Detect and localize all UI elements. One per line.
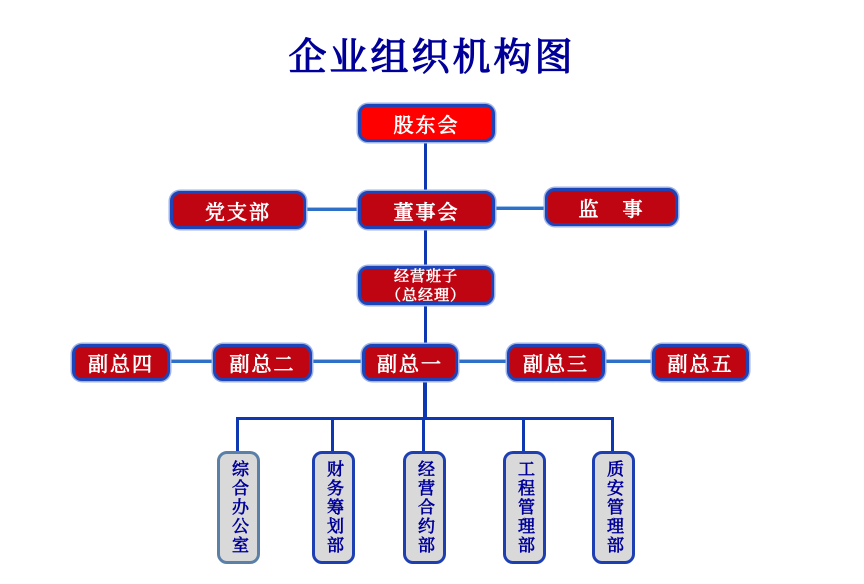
connector-drop-general-office <box>236 418 239 452</box>
node-dept-general-office-label: 综合办公室 <box>228 460 248 555</box>
node-board <box>358 191 495 229</box>
node-dept-contract-label: 经营合约部 <box>414 460 434 555</box>
node-dept-quality-safety <box>592 451 635 564</box>
node-vp5 <box>652 344 749 381</box>
node-dept-quality-safety-label: 质安管理部 <box>603 460 623 555</box>
connector-vp4-vp2 <box>170 360 214 363</box>
node-vp2 <box>213 344 312 381</box>
connector-management-vp1 <box>424 304 427 345</box>
connector-board-management <box>424 229 427 267</box>
node-management-line1: 经营班子 <box>393 266 458 285</box>
node-vp3 <box>507 344 605 381</box>
connector-party-board <box>306 208 358 211</box>
connector-vp1-vp3 <box>457 360 508 363</box>
node-dept-contract <box>403 451 446 564</box>
connector-vp2-vp1 <box>311 360 363 363</box>
connector-bus <box>236 417 614 420</box>
node-vp2-label: 副总二 <box>229 352 296 376</box>
connector-drop-quality-safety <box>611 418 614 452</box>
connector-drop-engineering <box>522 418 525 452</box>
node-vp1 <box>362 344 458 381</box>
connector-drop-finance-planning <box>331 418 334 452</box>
chart-title: 企业组织机构图 <box>288 35 576 79</box>
node-dept-finance-planning-label: 财务筹划部 <box>323 460 343 555</box>
node-shareholders <box>358 104 495 142</box>
connector-vp3-vp5 <box>604 360 653 363</box>
node-dept-general-office <box>217 451 260 564</box>
node-supervisor <box>545 188 678 226</box>
connector-board-supervisor <box>495 207 545 210</box>
node-supervisor-label: 监 事 <box>578 196 645 221</box>
node-vp4-label: 副总四 <box>88 352 154 376</box>
node-party-branch <box>170 191 306 229</box>
node-shareholders-label: 股东会 <box>393 112 460 137</box>
node-vp1-label: 副总一 <box>377 352 443 376</box>
node-dept-engineering <box>503 451 546 564</box>
node-dept-engineering-label: 工程管理部 <box>514 460 534 555</box>
connector-drop-contract <box>422 418 425 452</box>
node-party-branch-label: 党支部 <box>205 199 271 224</box>
node-management-line2: （总经理） <box>385 285 466 304</box>
connector-vp1-bus <box>423 381 427 418</box>
node-vp4 <box>72 344 170 381</box>
connector-shareholders-board <box>424 141 427 192</box>
node-dept-finance-planning <box>312 451 355 564</box>
node-board-label: 董事会 <box>393 199 460 224</box>
node-vp3-label: 副总三 <box>523 352 589 376</box>
node-management-team <box>358 266 494 305</box>
node-vp5-label: 副总五 <box>667 352 734 376</box>
